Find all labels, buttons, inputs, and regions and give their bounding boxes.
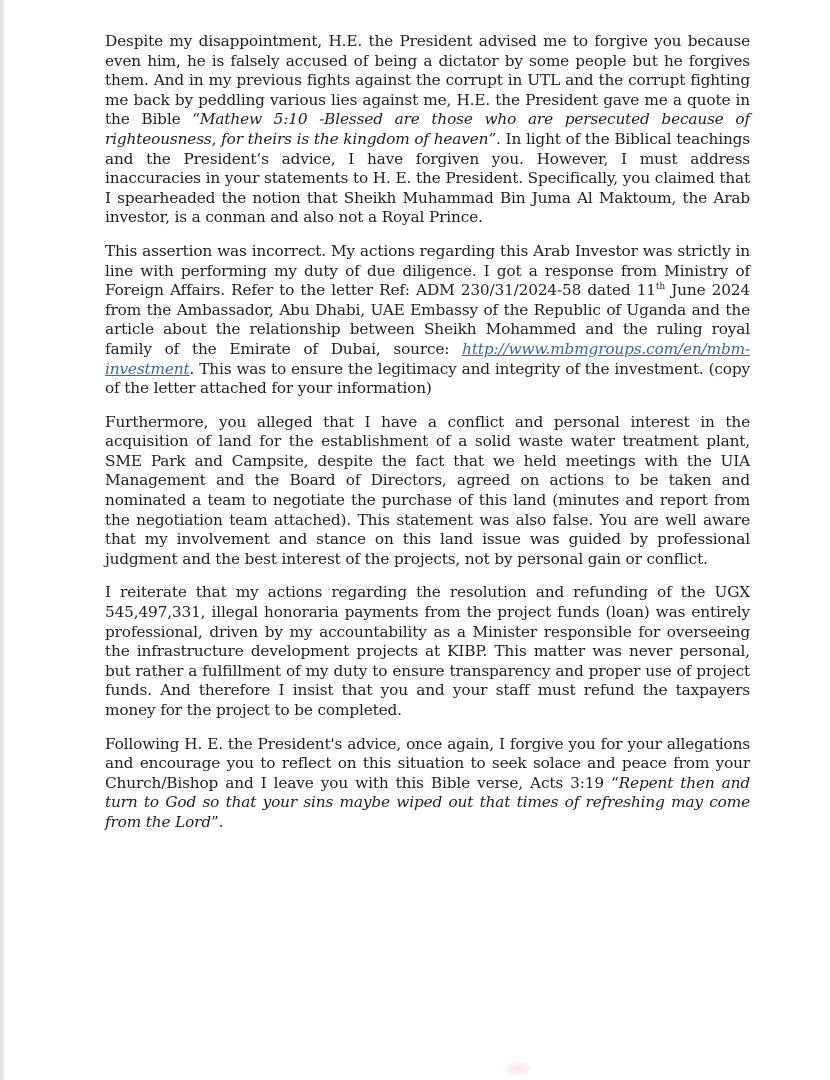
paragraph-arab-investor — [105, 242, 750, 399]
ordinal-suffix: th — [655, 282, 666, 293]
paragraph-text: Despite my disappointment, H.E. the President advised me to forgive you because even him, he is falsely accused of being a dictator by some people but he forgives them. And in my previous fights against the corrupt in UTL and the corrupt fighting me back by peddling various lies against me, H.E. the President gave me a quote in the Bible “ — [105, 32, 750, 129]
paragraph-text: . In light of the Biblical teachings and the President’s advice, I have forgiven you. However, I must address inaccuracies in your statements to H. E. the President. Specifically, you claimed that I spearheaded the notion that Sheikh Muhammad Bin Juma Al Maktoum, the Arab investor, is a conman and also not a Royal Prince. — [105, 129, 750, 227]
paragraph-text: . This was to ensure the legitimacy and integrity of the investment. (copy of the letter attached for your information) — [105, 359, 750, 398]
bible-quote-acts: Repent then and turn to God so that your sins maybe wiped out that times of refreshing may come from the Lord — [105, 773, 750, 831]
paragraph-text: I reiterate that my actions regarding the resolution and refunding of the UGX 545,497,331, illegal honoraria payments from the project funds (loan) was entirely professional, driven by my accountability as a Minister responsible for overseeing the infrastructure development projects at KIBP. This matter was never personal, but rather a fulfillment of my duty to ensure transparency and proper use of project funds. And therefore I insist that you and your staff must refund the taxpayers money for the project to be completed. — [105, 583, 750, 719]
paragraph-land-acquisition — [105, 413, 750, 570]
bible-quote-mathew: Mathew 5:10 -Blessed are those who are persecuted because of righteousness, for theirs is the kingdom of heaven” — [105, 110, 750, 148]
paragraph-text: This assertion was incorrect. My actions regarding this Arab Investor was strictly in line with performing my duty of due diligence. I got a response from Ministry of Foreign Affairs. Refer to the letter Ref: ADM 230/31/2024-58 dated 11 — [105, 241, 750, 300]
scan-page-edge — [0, 0, 5, 1080]
paragraph-forgiveness-intro — [105, 32, 750, 228]
paragraph-text: ”. — [211, 812, 224, 831]
paragraph-closing-verse — [105, 735, 750, 833]
letter-body — [105, 32, 750, 847]
paragraph-honoraria-refund — [105, 583, 750, 720]
paragraph-text: Furthermore, you alleged that I have a conflict and personal interest in the acquisition of land for the establishment of a solid waste water treatment plant, SME Park and Campsite, despite the fact that we held meetings with the UIA Management and the Board of Directors, agreed on actions to be taken and nominated a team to negotiate the purchase of this land (minutes and report from the negotiation team attached). This statement was also false. You are well aware that my involvement and stance on this land issue was guided by professional judgment and the best interest of the projects, not by personal gain or conflict. — [105, 412, 750, 568]
scan-smudge-mark — [505, 1062, 531, 1076]
paragraph-text: Following H. E. the President's advice, once again, I forgive you for your allegations and encourage you to reflect on this situation to seek solace and peace from your Church/Bishop and I leave you with this Bible verse, Acts 3:19 “ — [105, 734, 750, 792]
paragraph-text: June 2024 from the Ambassador, Abu Dhabi, UAE Embassy of the Republic of Uganda and the article about the relationship between Sheikh Mohammed and the ruling royal family of the Emirate of Dubai, source: — [105, 281, 751, 358]
source-link[interactable]: http://www.mbmgroups.com/en/mbm-investment — [105, 339, 750, 378]
